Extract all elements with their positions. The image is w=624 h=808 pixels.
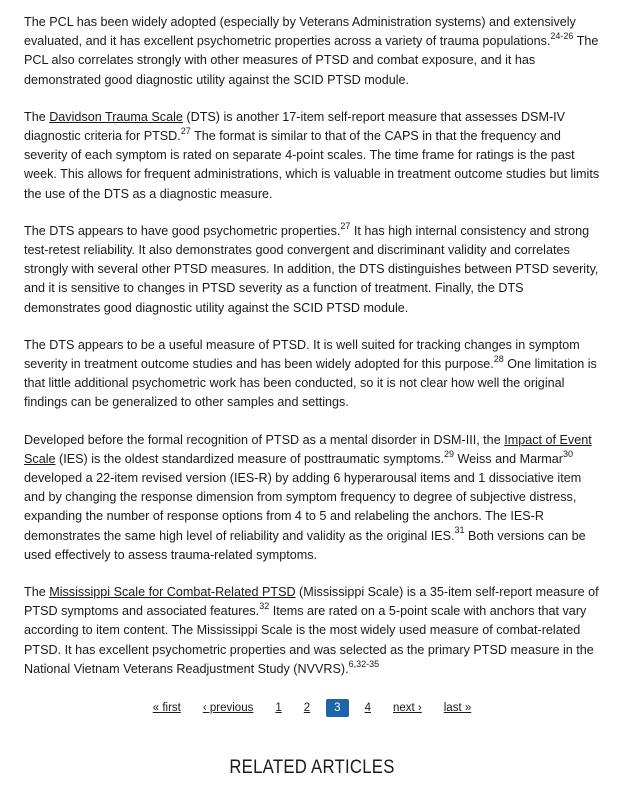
citation: 29 bbox=[444, 448, 455, 459]
paragraph-mississippi bbox=[24, 583, 602, 679]
citation: 32 bbox=[259, 601, 270, 612]
text: It has high internal consistency and strong test-retest reliability. It also demonstrates good convergent and discriminant validity and correlates strongly with several other PTSD measures. In addition, the DTS distinguishes between PTSD severity, and it is sensitive to changes in PTSD severity as a function of treatment. Finally, the DTS demonstrates good diagnostic utility against the SCID PTSD module. bbox=[24, 223, 599, 315]
impact-of-event-scale-link[interactable]: Impact of Event Scale bbox=[24, 432, 592, 466]
citation: 31 bbox=[454, 525, 465, 536]
citation: 27 bbox=[180, 125, 191, 136]
citation: 30 bbox=[562, 448, 573, 459]
text: (DTS) is another 17-item self-report measure that assesses DSM-IV diagnostic criteria for PTSD. bbox=[24, 109, 566, 144]
pager-next-link[interactable]: next › bbox=[392, 702, 422, 715]
citation: 24-26 bbox=[550, 31, 574, 42]
text: The PCL has been widely adopted (especially by Veterans Administration systems) and extensively evaluated, and it has excellent psychometric properties across a variety of trauma populations. bbox=[24, 15, 576, 49]
text: The PCL also correlates strongly with other measures of PTSD and combat exposure, and it has demonstrated good diagnostic utility against the SCID PTSD module. bbox=[24, 34, 599, 87]
pager-page-2-link[interactable]: 2 bbox=[303, 702, 311, 715]
text: One limitation is that little additional psychometric work has been conducted, so it is not clear how well the original findings can be generalized to other samples and settings. bbox=[24, 357, 597, 410]
related-articles-heading: RELATED ARTICLES bbox=[229, 757, 395, 779]
text: Items are rated on a 5-point scale with anchors that vary according to item content. The Mississippi Scale is the most widely used measure of combat-related PTSD. It has excellent psychometric properties and was selected as the primary PTSD measure in the National Vietnam Veterans Readjustment Study (NVVRS). bbox=[24, 604, 594, 676]
paragraph-ies bbox=[24, 431, 602, 565]
text: developed a 22-item revised version (IES-R) by adding 6 hyperarousal items and 1 dissociative item and by changing the response dimension from symptom frequency to degree of subjective distress, expanding the number of response options from 4 to 5 and relabeling the anchors. The IES-R demonstrates the same high level of reliability and validity as the original IES. bbox=[24, 471, 582, 543]
pager-last-link[interactable]: last » bbox=[443, 702, 472, 715]
pager-page-1-link[interactable]: 1 bbox=[275, 702, 282, 715]
pager-first-link[interactable]: « first bbox=[152, 702, 181, 715]
paragraph-dts-properties bbox=[24, 222, 602, 318]
davidson-trauma-scale-link[interactable]: Davidson Trauma Scale bbox=[49, 109, 183, 124]
citation: 28 bbox=[493, 353, 504, 364]
paragraph-dts-usefulness bbox=[24, 336, 602, 413]
text: Both versions can be used effectively to assess trauma-related symptoms. bbox=[24, 528, 586, 562]
text: (Mississippi Scale) is a 35-item self-report measure of PTSD symptoms and associated features. bbox=[24, 585, 599, 619]
paragraph-pcl bbox=[24, 13, 602, 90]
text: The format is similar to that of the CAPS in that the frequency and severity of each symptom is rated on separate 4-point scales. The time frame for ratings is the past week. This allows for frequent administrations, which is valuable in treatment outcome studies but limits the use of the DTS as a diagnostic measure. bbox=[24, 129, 600, 201]
citation: 6,32-35 bbox=[348, 658, 380, 669]
text: Developed before the formal recognition of PTSD as a mental disorder in DSM-III, the bbox=[24, 432, 505, 447]
text: Weiss and Marmar bbox=[454, 451, 563, 466]
text: The DTS appears to be a useful measure of PTSD. It is well suited for tracking changes in symptom severity in treatment outcome studies and has been widely adopted for this purpose. bbox=[24, 337, 580, 372]
text: The bbox=[24, 109, 50, 124]
text: The DTS appears to have good psychometric properties. bbox=[24, 223, 341, 238]
pager-previous-link[interactable]: ‹ previous bbox=[202, 702, 254, 715]
paragraph-dts-intro bbox=[24, 108, 602, 204]
pagination bbox=[0, 697, 624, 719]
pager-page-4-link[interactable]: 4 bbox=[364, 702, 371, 715]
citation: 27 bbox=[340, 220, 351, 231]
text: (IES) is the oldest standardized measure of posttraumatic symptoms. bbox=[55, 451, 444, 466]
text: The bbox=[24, 585, 50, 600]
pager-current-page: 3 bbox=[326, 699, 348, 717]
mississippi-scale-link[interactable]: Mississippi Scale for Combat-Related PTSD bbox=[49, 585, 296, 600]
